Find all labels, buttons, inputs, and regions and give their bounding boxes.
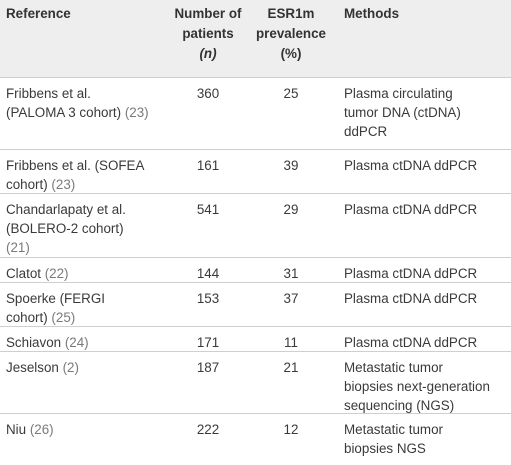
header-patients-line3: (n) [199, 46, 217, 61]
prevalence-value: 37 [283, 291, 299, 306]
citation: (2) [62, 360, 79, 375]
header-prevalence-line2: prevalence [256, 26, 326, 41]
row-divider [0, 193, 511, 194]
reference-text: cohort) (23) [6, 177, 76, 192]
prevalence-value: 12 [283, 422, 299, 437]
reference-text: Chandarlapaty et al. [6, 202, 126, 217]
methods-text: Metastatic tumor [344, 422, 443, 437]
header-patients-line1: Number of [174, 6, 242, 21]
patients-value: 222 [196, 422, 220, 437]
prevalence-value: 25 [283, 86, 299, 101]
reference-text: Fribbens et al. (SOFEA [6, 158, 145, 173]
prevalence-value: 29 [283, 202, 299, 217]
methods-text: sequencing (NGS) [344, 398, 455, 413]
methods-text: tumor DNA (ctDNA) [344, 105, 461, 120]
citation: (24) [64, 335, 89, 350]
reference-text: Spoerke (FERGI [6, 291, 105, 306]
citation: (22) [44, 266, 69, 281]
prevalence-value: 39 [283, 158, 299, 173]
reference-text [6, 239, 30, 257]
prevalence-value: 11 [284, 335, 298, 350]
prevalence-value: 21 [283, 360, 299, 375]
citation: (23) [124, 105, 149, 120]
methods-text: Plasma ctDNA ddPCR [344, 291, 478, 306]
reference-text: Clatot (22) [6, 266, 69, 281]
reference-text: (BOLERO-2 cohort) [6, 221, 124, 236]
row-divider [0, 351, 511, 352]
reference-text: Niu (26) [6, 422, 54, 437]
patients-value: 360 [196, 86, 220, 101]
reference-text: cohort) (25) [6, 310, 76, 325]
header-reference: Reference [6, 6, 71, 21]
reference-text: Fribbens et al. [6, 86, 91, 101]
methods-text: Metastatic tumor [344, 360, 443, 375]
patients-value: 144 [196, 266, 220, 281]
patients-value: 187 [196, 360, 220, 375]
header-methods: Methods [344, 6, 400, 21]
methods-text: ddPCR [344, 124, 388, 139]
row-divider [0, 413, 511, 414]
methods-text: Plasma ctDNA ddPCR [344, 266, 478, 281]
header-divider [0, 77, 511, 78]
patients-value: 161 [196, 158, 220, 173]
reference-text: (PALOMA 3 cohort) (23) [6, 105, 149, 120]
citation: (26) [29, 422, 54, 437]
methods-text: Plasma circulating [344, 86, 453, 101]
citation: (23) [51, 177, 76, 192]
patients-value: 153 [196, 291, 220, 306]
methods-text: Plasma ctDNA ddPCR [344, 335, 478, 350]
prevalence-value: 31 [283, 266, 299, 281]
patients-value: 541 [196, 202, 220, 217]
row-divider [0, 326, 511, 327]
header-patients-line2: patients [182, 26, 234, 41]
methods-text: biopsies next-generation [344, 379, 490, 394]
row-divider [0, 149, 511, 150]
citation: (25) [51, 310, 76, 325]
patients-value: 171 [196, 335, 220, 350]
header-prevalence-line1: ESR1m [267, 6, 315, 21]
row-divider [0, 257, 511, 258]
methods-text: Plasma ctDNA ddPCR [344, 202, 478, 217]
citation: (21) [6, 240, 30, 255]
header-prevalence-line3: (%) [280, 46, 302, 61]
methods-text: biopsies NGS [344, 441, 426, 456]
reference-text: Jeselson (2) [6, 360, 79, 375]
row-divider [0, 282, 511, 283]
reference-text: Schiavon (24) [6, 335, 89, 350]
methods-text: Plasma ctDNA ddPCR [344, 158, 478, 173]
